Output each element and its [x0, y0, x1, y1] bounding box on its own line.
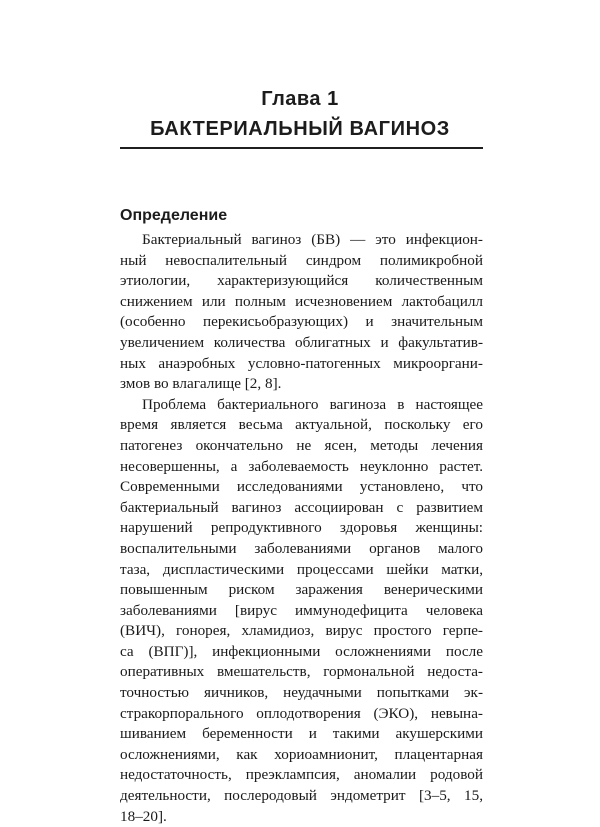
text-line: (особенно перекисьобразующих) и значительным	[120, 313, 483, 331]
text-line: недостаточность, преэклампсия, аномалии родовой	[120, 766, 483, 784]
text-line: деятельности, послеродовый эндометрит [3–5, 15,	[120, 787, 483, 805]
text-line: точностью яичников, неудачными попытками эк-	[120, 684, 483, 702]
text-line: несовершенны, а заболеваемость неуклонно растет.	[120, 457, 483, 475]
text-line: 18–20].	[120, 807, 167, 825]
text-line: (ВИЧ), гонорея, хламидиоз, вирус простого герпе-	[120, 622, 483, 640]
text-line: стракорпорального оплодотворения (ЭКО), невына-	[120, 704, 483, 722]
text-line: повышенным риском заражения венерическими	[120, 581, 483, 599]
text-line: Бактериальный вагиноз (БВ) — это инфекцион-	[142, 231, 483, 248]
text-line: бактериальный вагиноз ассоциирован с развитием	[120, 498, 483, 516]
title-underline	[120, 147, 483, 149]
chapter-label: Глава 1	[261, 88, 339, 110]
text-line: воспалительными заболеваниями органов малого	[120, 539, 483, 557]
text-line: снижением или полным исчезновением лактобацилл	[120, 292, 483, 310]
text-line: время является весьма актуальной, поскольку его	[120, 416, 483, 434]
body-text	[120, 230, 483, 827]
text-line: ный невоспалительный синдром полимикробной	[120, 251, 483, 269]
text-line: нарушений репродуктивного здоровья женщины:	[120, 519, 483, 537]
section-heading: Определение	[120, 207, 228, 224]
text-line: Современными исследованиями установлено, что	[120, 478, 483, 496]
text-line: оперативных вмешательств, гормональной недоста-	[120, 663, 483, 681]
text-line: са (ВПГ)], инфекционными осложнениями после	[120, 642, 483, 660]
text-line: заболеваниями [вирус иммунодефицита человека	[120, 601, 483, 619]
text-line: Проблема бактериального вагиноза в настоящее	[142, 395, 483, 413]
chapter-title: БАКТЕРИАЛЬНЫЙ ВАГИНОЗ	[150, 118, 450, 140]
text-line: увеличением количества облигатных и факультатив-	[120, 333, 483, 351]
text-line: таза, диспластическими процессами шейки матки,	[120, 560, 483, 578]
text-line: ных анаэробных условно-патогенных микрооргани-	[120, 354, 483, 372]
text-line: шиванием беременности и такими акушерскими	[120, 725, 483, 743]
text-line: патогенез окончательно не ясен, методы лечения	[120, 436, 483, 454]
text-line: змов во влагалище [2, 8].	[120, 375, 282, 393]
text-line: этиологии, характеризующийся количественным	[120, 272, 483, 290]
text-line: осложнениями, как хориоамнионит, плацентарная	[120, 745, 483, 763]
